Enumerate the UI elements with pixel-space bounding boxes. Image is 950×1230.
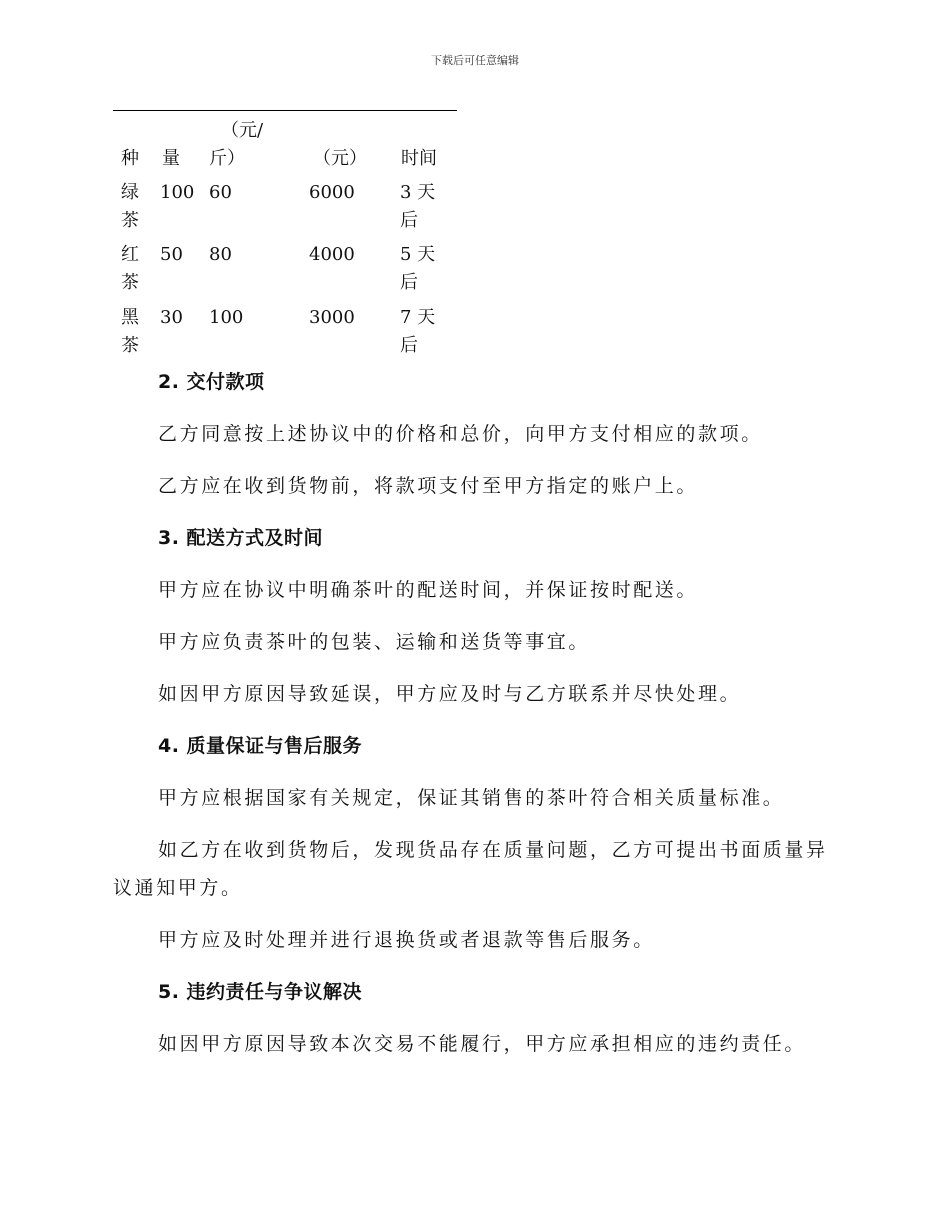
table-cell-price: 80 bbox=[209, 244, 232, 265]
paragraph: 如因甲方原因导致本次交易不能履行，甲方应承担相应的违约责任。 bbox=[158, 1033, 807, 1055]
paragraph: 如乙方在收到货物后，发现货品存在质量问题，乙方可提出书面质量异议通知甲方。 bbox=[113, 839, 828, 899]
table-cell-quantity: 30 bbox=[160, 307, 183, 328]
section-heading: 5. 违约责任与争议解决 bbox=[158, 981, 363, 1003]
paragraph: 乙方应在收到货物前，将款项支付至甲方指定的账户上。 bbox=[158, 475, 699, 497]
table-header-price-top: （元/ bbox=[221, 120, 264, 141]
table-cell-price: 100 bbox=[209, 307, 244, 328]
table-cell-time: 后 bbox=[400, 335, 418, 356]
section-heading: 3. 配送方式及时间 bbox=[158, 527, 324, 549]
section-heading: 2. 交付款项 bbox=[158, 371, 265, 393]
paragraph: 甲方应根据国家有关规定，保证其销售的茶叶符合相关质量标准。 bbox=[158, 787, 785, 809]
document-body bbox=[113, 368, 833, 1082]
table-cell-time: 3 天 bbox=[400, 182, 436, 203]
paragraph: 乙方同意按上述协议中的价格和总价，向甲方支付相应的款项。 bbox=[158, 423, 763, 445]
table-cell-price: 60 bbox=[209, 182, 232, 203]
table-cell-name: 黑 bbox=[121, 307, 139, 328]
table-cell-name: 茶 bbox=[121, 210, 139, 231]
table-header-total: （元） bbox=[313, 148, 367, 169]
table-cell-total: 3000 bbox=[309, 307, 355, 328]
page-header: 下载后可任意编辑 bbox=[431, 54, 519, 67]
table-cell-name: 茶 bbox=[121, 272, 139, 293]
table-cell-quantity: 50 bbox=[160, 244, 183, 265]
section-heading: 4. 质量保证与售后服务 bbox=[158, 735, 363, 757]
table-cell-name: 茶 bbox=[121, 335, 139, 356]
table-cell-time: 后 bbox=[400, 210, 418, 231]
paragraph: 甲方应负责茶叶的包装、运输和送货等事宜。 bbox=[158, 631, 591, 653]
table-cell-total: 6000 bbox=[309, 182, 355, 203]
table-cell-quantity: 100 bbox=[160, 182, 195, 203]
tea-table bbox=[113, 110, 457, 356]
paragraph: 如因甲方原因导致延误，甲方应及时与乙方联系并尽快处理。 bbox=[158, 683, 742, 705]
table-header-quantity: 量 bbox=[162, 148, 180, 169]
section-payment bbox=[113, 368, 833, 500]
section-liability bbox=[113, 978, 833, 1058]
table-cell-time: 7 天 bbox=[400, 307, 436, 328]
section-delivery bbox=[113, 524, 833, 708]
paragraph: 甲方应及时处理并进行退换货或者退款等售后服务。 bbox=[158, 929, 655, 951]
table-cell-time: 5 天 bbox=[400, 244, 436, 265]
table-cell-name: 绿 bbox=[121, 182, 139, 203]
table-header-time: 时间 bbox=[401, 148, 437, 169]
table-cell-total: 4000 bbox=[309, 244, 355, 265]
table-header-variety: 种 bbox=[121, 148, 139, 169]
paragraph: 甲方应在协议中明确茶叶的配送时间，并保证按时配送。 bbox=[158, 579, 699, 601]
table-cell-name: 红 bbox=[121, 244, 139, 265]
table-cell-time: 后 bbox=[400, 272, 418, 293]
table-header-price: 斤） bbox=[209, 148, 245, 169]
section-quality bbox=[113, 732, 833, 954]
